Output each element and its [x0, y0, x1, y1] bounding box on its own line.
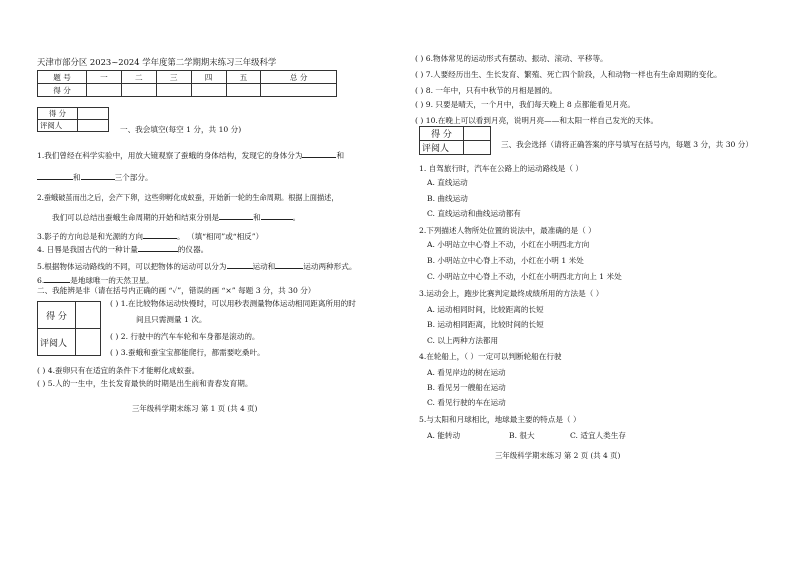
grader-box-section1 [37, 107, 109, 132]
question-text: 。 [292, 213, 301, 222]
score-header-cell: 三 [156, 71, 191, 84]
question-text: 是地球唯一的天然卫星。 [70, 276, 154, 285]
grader-name-label: 评阅人 [420, 141, 464, 155]
tf-question-3: ( ) 3.蚕蛾和蚕宝宝都能爬行，都需要吃桑叶。 [110, 348, 265, 357]
tf-question-9: ( ) 9. 只要是晴天，一个月中，我们每天晚上 8 点都能看见月亮。 [415, 100, 635, 109]
grader-name-cell[interactable] [76, 329, 101, 356]
tf-question-1: ( ) 1.在比较物体运动快慢时，可以用秒表测量物体运动相同距离所用的时 [110, 299, 356, 308]
blank[interactable] [261, 211, 293, 220]
grader-score-cell[interactable] [464, 127, 491, 141]
question-text: 6. [37, 276, 45, 285]
tf-question-4: ( ) 4.蚕卵只有在适宜的条件下才能孵化成蚁蚕。 [37, 366, 200, 375]
question-text: 三个部分。 [114, 173, 153, 182]
grader-score-cell[interactable] [76, 302, 101, 329]
mc-option[interactable]: A. 看见岸边的树在运动 [427, 368, 506, 377]
tf-question-5: ( ) 5.人的一生中，生长发育最快的时期是出生前和青春发育期。 [37, 379, 253, 388]
blank[interactable] [275, 260, 303, 269]
question-5 [37, 260, 356, 272]
grader-box-section2 [37, 301, 101, 356]
score-cell[interactable] [87, 84, 122, 97]
question-text: 运动和 [252, 262, 276, 271]
score-table-score-row [38, 84, 337, 97]
mc-option[interactable]: B. 运动相同距离，比较时间的长短 [427, 320, 544, 329]
mc-question-2: 2.下列描述人物所处位置的说法中，最准确的是（ ） [419, 226, 596, 235]
grader-score-label: 得 分 [38, 302, 76, 329]
question-text: 3.影子的方向总是和光源的方向 [37, 232, 143, 241]
blank[interactable] [81, 171, 115, 180]
blank[interactable] [219, 211, 253, 220]
question-text: 和 [253, 213, 261, 222]
question-text: 运动两种形式。 [303, 262, 357, 271]
mc-option[interactable]: C. 适宜人类生存 [570, 431, 626, 440]
score-cell[interactable] [156, 84, 191, 97]
page-footer-2: 三年级科学期末练习 第 2 页 (共 4 页) [495, 451, 621, 460]
question-text: 的仪器。 [177, 245, 209, 254]
mc-option[interactable]: B. 很大 [509, 431, 535, 440]
mc-option[interactable]: A. 直线运动 [427, 178, 468, 187]
question-1 [37, 149, 344, 161]
blank[interactable] [302, 149, 336, 158]
mc-option[interactable]: B. 小明站立中心脊上不动，小红在小明 1 米处 [427, 256, 584, 265]
blank[interactable] [138, 243, 178, 252]
exam-title: 天津市部分区 2023~2024 学年度第二学期期末练习三年级科学 [37, 57, 277, 67]
question-text: 和 [336, 151, 345, 160]
question-6 [37, 274, 154, 286]
mc-question-3: 3.运动会上，跑步比赛判定最终成绩所用的方法是（ ） [419, 289, 604, 298]
blank[interactable] [227, 260, 253, 269]
score-header-cell: 五 [226, 71, 261, 84]
mc-option[interactable]: A. 小明站立中心脊上不动，小红在小明西北方向 [427, 240, 590, 249]
blank[interactable] [44, 274, 70, 283]
blank[interactable] [143, 230, 177, 239]
blank[interactable] [37, 171, 73, 180]
grader-box-section3 [419, 126, 491, 155]
mc-option[interactable]: C. 直线运动和曲线运动都有 [427, 209, 521, 218]
grader-name-label: 评阅人 [38, 329, 76, 356]
tf-question-10: ( ) 10.在晚上可以看到月亮，说明月亮——和太阳一样自己发光的天体。 [415, 116, 659, 125]
question-text: 。 （填“相同”或“相反”） [176, 232, 264, 241]
question-text: 5.根据物体运动路线的不同，可以把物体的运动可以分为 [37, 262, 227, 271]
mc-question-4: 4.在轮船上，（ ）一定可以判断轮船在行驶 [419, 352, 562, 361]
tf-question-6: ( ) 6.物体常见的运动形式有摆动、振动、滚动、平移等。 [415, 54, 608, 63]
score-header-cell: 总 分 [261, 71, 337, 84]
score-cell[interactable] [226, 84, 261, 97]
question-text: 和 [73, 173, 81, 182]
score-header-cell: 四 [191, 71, 226, 84]
tf-question-8: ( ) 8. 一年中，只有中秋节的月相是圆的。 [415, 86, 557, 95]
score-table [37, 70, 337, 97]
page-footer-1: 三年级科学期末练习 第 1 页 (共 4 页) [132, 404, 258, 413]
mc-option[interactable]: A. 能转动 [427, 431, 461, 440]
score-header-cell: 一 [87, 71, 122, 84]
mc-question-5: 5.与太阳和月球相比，地球最主要的特点是（ ） [419, 415, 581, 424]
question-3 [37, 230, 263, 242]
score-row-label: 得 分 [38, 84, 87, 97]
grader-name-label: 评阅人 [38, 120, 78, 132]
question-text: 1.我们曾经在科学实验中，用放大镜观察了蚕蛾的身体结构，发现它的身体分为 [37, 151, 303, 160]
question-1-cont [37, 171, 153, 183]
question-2-cont [52, 211, 300, 223]
mc-option[interactable]: B. 曲线运动 [427, 194, 468, 203]
tf-question-2: ( ) 2. 行驶中的汽车车轮和车身都是滚动的。 [110, 332, 260, 341]
mc-option[interactable]: C. 以上两种方法都用 [427, 336, 499, 345]
tf-question-7: ( ) 7.人要经历出生、生长发育、繁殖、死亡四个阶段，人和动物一样也有生命周期的变化。 [415, 70, 722, 79]
grader-score-label: 得 分 [420, 127, 464, 141]
question-text: 我们可以总结出蚕蛾生命周期的开始和结束分别是 [52, 213, 220, 222]
grader-score-cell[interactable] [78, 108, 109, 120]
section2-heading: 二、我能辨是非（请在括号内正确的画 “✓”，错误的画 “×” 每题 3 分，共 30 分） [37, 286, 316, 295]
mc-option[interactable]: C. 小明站立中心脊上不动，小红在小明西北方向上 1 米处 [427, 272, 622, 281]
grader-name-cell[interactable] [78, 120, 109, 132]
section1-heading: 一、我会填空(每空 1 分，共 10 分) [120, 125, 242, 134]
score-header-cell: 题 号 [38, 71, 87, 84]
score-table-header-row [38, 71, 337, 84]
grader-score-label: 得 分 [38, 108, 78, 120]
mc-option[interactable]: C. 看见行驶的车在运动 [427, 398, 506, 407]
score-cell[interactable] [121, 84, 156, 97]
grader-name-cell[interactable] [464, 141, 491, 155]
score-cell[interactable] [261, 84, 337, 97]
question-text: 4. 日晷是我国古代的一种计量 [37, 245, 138, 254]
question-4 [37, 243, 208, 255]
mc-question-1: 1. 自驾旅行时，汽车在公路上的运动路线是（ ） [419, 164, 583, 173]
question-2: 2.蚕蛾破茧而出之后，会产下卵，这些卵孵化成蚁蚕，开始新一轮的生命周期。根据上面描述， [37, 193, 339, 202]
tf-question-1-cont: 间且只需测量 1 次。 [136, 315, 207, 324]
score-cell[interactable] [191, 84, 226, 97]
mc-option[interactable]: A. 运动相同时间，比较距离的长短 [427, 305, 544, 314]
score-header-cell: 二 [121, 71, 156, 84]
mc-option[interactable]: B. 看见另一艘船在运动 [427, 383, 506, 392]
section3-heading: 三、我会选择（请将正确答案的序号填写在括号内，每题 3 分，共 30 分） [501, 140, 753, 149]
